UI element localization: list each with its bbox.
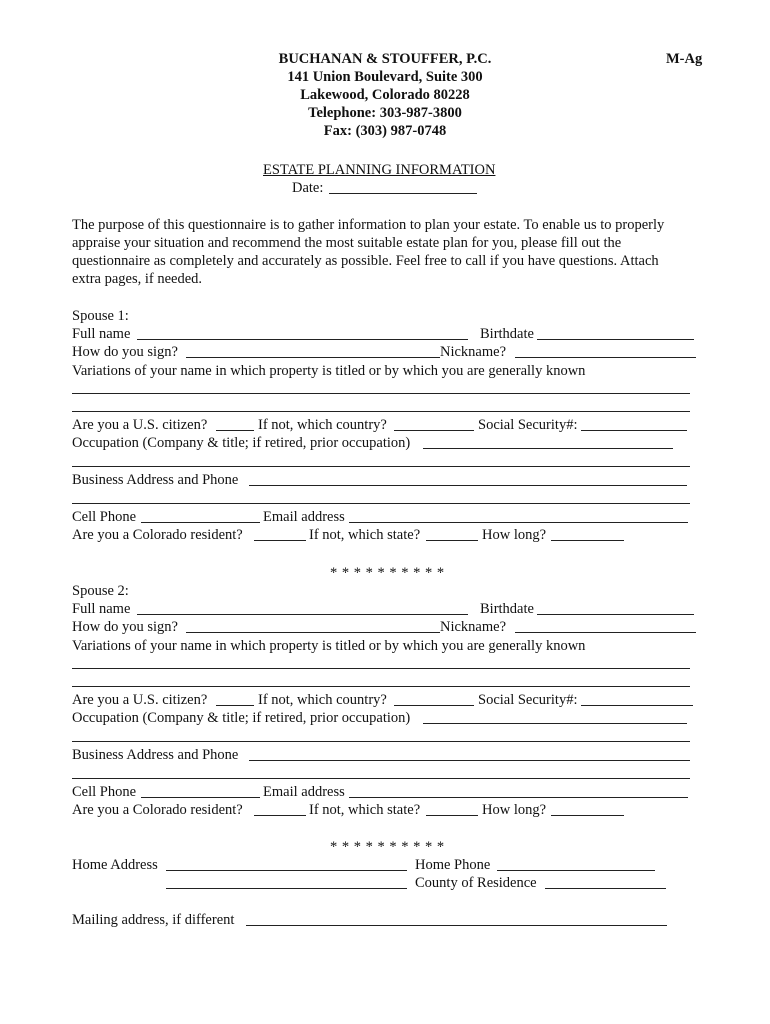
s1-colorado-field[interactable] [254, 540, 306, 541]
s2-variations-field-2[interactable] [72, 686, 690, 687]
s1-howlong-label: How long? [482, 527, 547, 543]
s1-state-label: If not, which state? [309, 527, 421, 543]
firm-address-2: Lakewood, Colorado 80228 [300, 87, 470, 103]
s2-cell-label: Cell Phone [72, 784, 137, 800]
s2-howlong-field[interactable] [551, 815, 624, 816]
s2-sign-field[interactable] [186, 632, 440, 633]
s2-occupation-label: Occupation (Company & title; if retired, prior occupation) [72, 710, 411, 726]
s2-ssn-field[interactable] [581, 705, 693, 706]
home-phone-field[interactable] [497, 870, 655, 871]
home-address-field-1[interactable] [166, 870, 407, 871]
mailing-address-label: Mailing address, if different [72, 912, 235, 928]
s2-country-field[interactable] [394, 705, 474, 706]
s2-country-label: If not, which country? [258, 692, 387, 708]
intro-line-3: questionnaire as completely and accurately as possible. Feel free to call if you have questions. Attach [72, 253, 659, 269]
s1-ssn-field[interactable] [581, 430, 687, 431]
s1-variations-field-1[interactable] [72, 393, 690, 394]
s1-howlong-field[interactable] [551, 540, 624, 541]
s2-email-label: Email address [263, 784, 345, 800]
s1-ssn-label: Social Security#: [478, 417, 578, 433]
firm-name: BUCHANAN & STOUFFER, P.C. [278, 51, 492, 67]
firm-telephone: Telephone: 303-987-3800 [308, 105, 462, 121]
home-address-label: Home Address [72, 857, 158, 873]
s1-email-field[interactable] [349, 522, 688, 523]
s2-birthdate-field[interactable] [537, 614, 694, 615]
s2-full-name-label: Full name [72, 601, 131, 617]
s1-business-field-1[interactable] [249, 485, 687, 486]
s2-nickname-field[interactable] [515, 632, 696, 633]
s1-business-field-2[interactable] [72, 503, 690, 504]
s1-occupation-field-1[interactable] [423, 448, 673, 449]
s1-full-name-label: Full name [72, 326, 131, 342]
s2-cell-field[interactable] [141, 797, 260, 798]
s1-business-label: Business Address and Phone [72, 472, 239, 488]
s2-ssn-label: Social Security#: [478, 692, 578, 708]
s2-birthdate-label: Birthdate [480, 601, 534, 617]
s1-variations-label: Variations of your name in which property is titled or by which you are generally known [72, 363, 586, 379]
date-field[interactable] [329, 193, 477, 194]
s1-sign-label: How do you sign? [72, 344, 178, 360]
s1-citizen-field[interactable] [216, 430, 254, 431]
s1-citizen-label: Are you a U.S. citizen? [72, 417, 208, 433]
spouse1-heading: Spouse 1: [72, 308, 129, 324]
s2-citizen-label: Are you a U.S. citizen? [72, 692, 208, 708]
firm-fax: Fax: (303) 987-0748 [323, 123, 447, 139]
s1-country-label: If not, which country? [258, 417, 387, 433]
s2-business-label: Business Address and Phone [72, 747, 239, 763]
s1-sign-field[interactable] [186, 357, 440, 358]
s2-howlong-label: How long? [482, 802, 547, 818]
s2-email-field[interactable] [349, 797, 688, 798]
intro-line-2: appraise your situation and recommend the most suitable estate plan for you, please fill out the [72, 235, 622, 251]
s2-occupation-field-2[interactable] [72, 741, 690, 742]
s1-birthdate-label: Birthdate [480, 326, 534, 342]
s2-colorado-field[interactable] [254, 815, 306, 816]
spouse2-heading: Spouse 2: [72, 583, 129, 599]
s2-business-field-1[interactable] [249, 760, 690, 761]
home-address-field-2[interactable] [166, 888, 407, 889]
s1-occupation-label: Occupation (Company & title; if retired, prior occupation) [72, 435, 411, 451]
s1-colorado-label: Are you a Colorado resident? [72, 527, 243, 543]
home-phone-label: Home Phone [415, 857, 491, 873]
date-label: Date: [292, 180, 324, 196]
s2-occupation-field-1[interactable] [423, 723, 687, 724]
mailing-address-field[interactable] [246, 925, 667, 926]
form-code: M-Ag [666, 51, 703, 67]
form-title: ESTATE PLANNING INFORMATION [263, 162, 496, 178]
s2-nickname-label: Nickname? [440, 619, 507, 635]
s2-citizen-field[interactable] [216, 705, 254, 706]
s2-variations-field-1[interactable] [72, 668, 690, 669]
separator-2: * * * * * * * * * * [330, 839, 445, 855]
s1-cell-label: Cell Phone [72, 509, 137, 525]
s2-state-field[interactable] [426, 815, 478, 816]
s1-variations-field-2[interactable] [72, 411, 690, 412]
county-field[interactable] [545, 888, 666, 889]
s2-sign-label: How do you sign? [72, 619, 178, 635]
s1-country-field[interactable] [394, 430, 474, 431]
s2-full-name-field[interactable] [137, 614, 468, 615]
s2-colorado-label: Are you a Colorado resident? [72, 802, 243, 818]
s1-cell-field[interactable] [141, 522, 260, 523]
s2-variations-label: Variations of your name in which property is titled or by which you are generally known [72, 638, 586, 654]
county-label: County of Residence [415, 875, 537, 891]
s1-occupation-field-2[interactable] [72, 466, 690, 467]
firm-address-1: 141 Union Boulevard, Suite 300 [287, 69, 483, 85]
s2-business-field-2[interactable] [72, 778, 690, 779]
s1-nickname-label: Nickname? [440, 344, 507, 360]
separator-1: * * * * * * * * * * [330, 565, 445, 581]
s1-email-label: Email address [263, 509, 345, 525]
s1-nickname-field[interactable] [515, 357, 696, 358]
s1-birthdate-field[interactable] [537, 339, 694, 340]
s2-state-label: If not, which state? [309, 802, 421, 818]
s1-full-name-field[interactable] [137, 339, 468, 340]
intro-line-1: The purpose of this questionnaire is to gather information to plan your estate. To enable us to properly [72, 217, 665, 233]
s1-state-field[interactable] [426, 540, 478, 541]
intro-line-4: extra pages, if needed. [72, 271, 203, 287]
